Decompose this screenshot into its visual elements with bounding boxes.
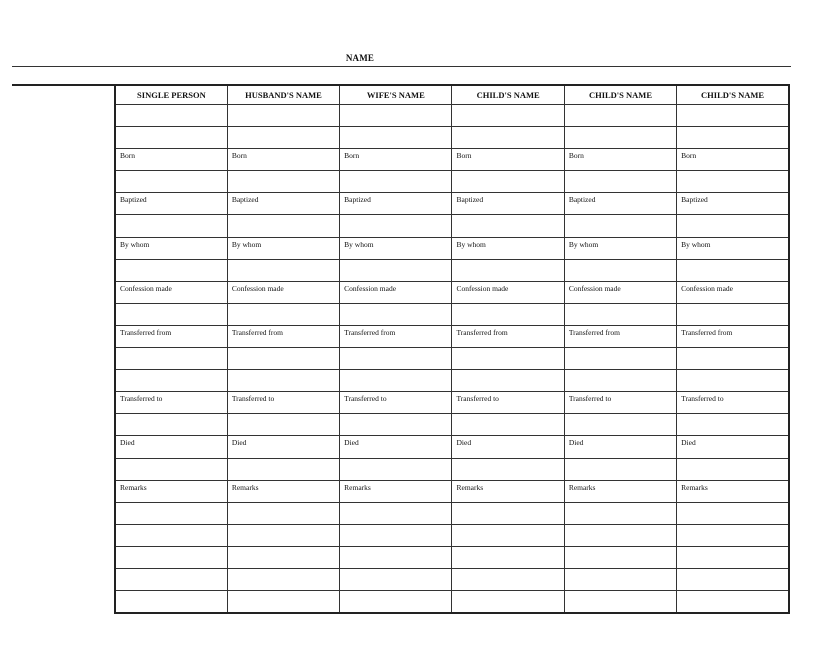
form-cell[interactable]	[115, 546, 227, 568]
table-row	[115, 149, 789, 171]
record-table	[114, 84, 790, 614]
form-cell[interactable]	[677, 568, 789, 590]
form-cell[interactable]	[564, 414, 676, 436]
table-row	[115, 303, 789, 325]
form-cell[interactable]: Remarks	[452, 480, 564, 502]
form-cell[interactable]	[452, 105, 564, 127]
form-cell[interactable]	[452, 370, 564, 392]
form-cell[interactable]	[227, 414, 339, 436]
form-cell[interactable]	[227, 105, 339, 127]
table-row	[115, 392, 789, 414]
column-header: WIFE'S NAME	[340, 85, 452, 105]
form-cell[interactable]: Transferred from	[115, 325, 227, 347]
form-cell[interactable]	[340, 370, 452, 392]
form-cell[interactable]: Baptized	[115, 193, 227, 215]
form-cell[interactable]: Died	[677, 436, 789, 458]
form-cell[interactable]	[340, 458, 452, 480]
header-row	[115, 85, 789, 105]
form-cell[interactable]	[115, 568, 227, 590]
form-cell[interactable]: Transferred to	[227, 392, 339, 414]
form-cell[interactable]	[677, 105, 789, 127]
form-cell[interactable]	[677, 524, 789, 546]
form-cell[interactable]	[452, 414, 564, 436]
form-cell[interactable]	[677, 458, 789, 480]
form-cell[interactable]: Confession made	[564, 281, 676, 303]
form-cell[interactable]: Remarks	[115, 480, 227, 502]
form-cell[interactable]	[452, 591, 564, 613]
form-cell[interactable]	[564, 370, 676, 392]
form-cell[interactable]: Transferred from	[564, 325, 676, 347]
form-cell[interactable]	[115, 524, 227, 546]
table-row	[115, 480, 789, 502]
form-cell[interactable]: Remarks	[340, 480, 452, 502]
left-rule	[12, 84, 115, 86]
form-cell[interactable]	[340, 105, 452, 127]
form-cell[interactable]: Baptized	[564, 193, 676, 215]
form-cell[interactable]	[677, 348, 789, 370]
form-cell[interactable]: Remarks	[227, 480, 339, 502]
form-cell[interactable]: Died	[452, 436, 564, 458]
table-row	[115, 348, 789, 370]
form-cell[interactable]	[340, 303, 452, 325]
table-row	[115, 193, 789, 215]
form-cell[interactable]	[227, 502, 339, 524]
form-cell[interactable]: Confession made	[340, 281, 452, 303]
table-row	[115, 524, 789, 546]
form-cell[interactable]	[115, 215, 227, 237]
table-row	[115, 502, 789, 524]
form-cell[interactable]: Transferred from	[452, 325, 564, 347]
form-cell[interactable]	[564, 546, 676, 568]
form-cell[interactable]	[452, 568, 564, 590]
table-row	[115, 546, 789, 568]
form-cell[interactable]	[677, 414, 789, 436]
form-cell[interactable]	[677, 303, 789, 325]
form-cell[interactable]	[340, 127, 452, 149]
table-body	[115, 105, 789, 614]
form-cell[interactable]: Transferred to	[452, 392, 564, 414]
form-cell[interactable]	[452, 502, 564, 524]
form-cell[interactable]	[340, 546, 452, 568]
form-cell[interactable]	[677, 215, 789, 237]
form-cell[interactable]	[564, 348, 676, 370]
table-row	[115, 568, 789, 590]
form-cell[interactable]: Died	[564, 436, 676, 458]
form-cell[interactable]: Died	[115, 436, 227, 458]
form-cell[interactable]	[452, 546, 564, 568]
form-cell[interactable]	[452, 458, 564, 480]
column-header: SINGLE PERSON	[115, 85, 227, 105]
form-cell[interactable]	[115, 303, 227, 325]
form-cell[interactable]	[227, 458, 339, 480]
form-cell[interactable]: Baptized	[452, 193, 564, 215]
form-cell[interactable]	[564, 105, 676, 127]
form-cell[interactable]	[564, 259, 676, 281]
form-cell[interactable]	[227, 348, 339, 370]
form-cell[interactable]	[564, 591, 676, 613]
form-cell[interactable]	[227, 546, 339, 568]
form-cell[interactable]	[227, 370, 339, 392]
form-cell[interactable]	[115, 105, 227, 127]
column-header: CHILD'S NAME	[677, 85, 789, 105]
form-cell[interactable]	[452, 171, 564, 193]
form-cell[interactable]	[564, 215, 676, 237]
form-cell[interactable]	[340, 524, 452, 546]
form-cell[interactable]	[227, 524, 339, 546]
form-cell[interactable]	[564, 568, 676, 590]
form-cell[interactable]: Transferred to	[340, 392, 452, 414]
form-cell[interactable]: By whom	[452, 237, 564, 259]
form-cell[interactable]	[677, 127, 789, 149]
form-cell[interactable]	[677, 370, 789, 392]
form-cell[interactable]	[452, 215, 564, 237]
form-cell[interactable]	[340, 215, 452, 237]
form-cell[interactable]: Born	[227, 149, 339, 171]
form-cell[interactable]: Transferred to	[677, 392, 789, 414]
form-cell[interactable]	[564, 458, 676, 480]
form-cell[interactable]: Remarks	[677, 480, 789, 502]
column-header: CHILD'S NAME	[452, 85, 564, 105]
form-cell[interactable]: Confession made	[677, 281, 789, 303]
form-cell[interactable]	[227, 171, 339, 193]
form-cell[interactable]	[115, 458, 227, 480]
form-cell[interactable]	[564, 303, 676, 325]
form-cell[interactable]: Born	[340, 149, 452, 171]
form-cell[interactable]: Confession made	[452, 281, 564, 303]
form-cell[interactable]: Transferred to	[115, 392, 227, 414]
form-cell[interactable]: Died	[227, 436, 339, 458]
table-row	[115, 259, 789, 281]
form-cell[interactable]: Confession made	[115, 281, 227, 303]
form-cell[interactable]	[227, 303, 339, 325]
form-cell[interactable]: Transferred to	[564, 392, 676, 414]
form-cell[interactable]	[452, 524, 564, 546]
table-row	[115, 171, 789, 193]
form-cell[interactable]	[677, 591, 789, 613]
form-cell[interactable]	[340, 568, 452, 590]
form-cell[interactable]	[452, 259, 564, 281]
form-cell[interactable]	[115, 348, 227, 370]
form-cell[interactable]: Baptized	[340, 193, 452, 215]
form-cell[interactable]: Baptized	[227, 193, 339, 215]
form-cell[interactable]	[115, 171, 227, 193]
column-header: CHILD'S NAME	[564, 85, 676, 105]
table-row	[115, 127, 789, 149]
form-cell[interactable]	[340, 259, 452, 281]
form-cell[interactable]	[115, 370, 227, 392]
form-cell[interactable]	[115, 127, 227, 149]
form-cell[interactable]: Transferred from	[227, 325, 339, 347]
form-cell[interactable]: Transferred from	[340, 325, 452, 347]
form-cell[interactable]	[452, 303, 564, 325]
form-cell[interactable]: By whom	[340, 237, 452, 259]
table-row	[115, 215, 789, 237]
form-cell[interactable]	[564, 127, 676, 149]
column-header: HUSBAND'S NAME	[227, 85, 339, 105]
form-cell[interactable]	[677, 259, 789, 281]
form-cell[interactable]: Died	[340, 436, 452, 458]
table-row	[115, 458, 789, 480]
table-row	[115, 370, 789, 392]
form-cell[interactable]	[564, 524, 676, 546]
form-cell[interactable]: By whom	[564, 237, 676, 259]
form-cell[interactable]	[227, 215, 339, 237]
form-cell[interactable]	[227, 127, 339, 149]
form-cell[interactable]	[452, 127, 564, 149]
name-line	[12, 66, 791, 67]
table-row	[115, 105, 789, 127]
form-cell[interactable]	[227, 259, 339, 281]
table-row	[115, 325, 789, 347]
form-cell[interactable]: Confession made	[227, 281, 339, 303]
form-cell[interactable]: Baptized	[677, 193, 789, 215]
form-cell[interactable]	[564, 502, 676, 524]
form-cell[interactable]	[677, 546, 789, 568]
form-cell[interactable]	[677, 171, 789, 193]
form-cell[interactable]	[677, 502, 789, 524]
form-cell[interactable]	[115, 502, 227, 524]
form-cell[interactable]	[340, 591, 452, 613]
form-cell[interactable]	[227, 568, 339, 590]
table-row	[115, 414, 789, 436]
table-row	[115, 237, 789, 259]
form-cell[interactable]	[340, 502, 452, 524]
form-cell[interactable]: By whom	[115, 237, 227, 259]
form-cell[interactable]: Born	[677, 149, 789, 171]
form-cell[interactable]: Born	[115, 149, 227, 171]
form-cell[interactable]: By whom	[227, 237, 339, 259]
form-cell[interactable]	[564, 171, 676, 193]
form-cell[interactable]	[115, 414, 227, 436]
form-cell[interactable]: Born	[452, 149, 564, 171]
form-cell[interactable]	[452, 348, 564, 370]
form-cell[interactable]: By whom	[677, 237, 789, 259]
table-row	[115, 591, 789, 613]
table-row	[115, 281, 789, 303]
form-cell[interactable]: Transferred from	[677, 325, 789, 347]
form-cell[interactable]	[340, 348, 452, 370]
form-cell[interactable]	[115, 259, 227, 281]
page-title: NAME	[345, 53, 375, 63]
form-cell[interactable]	[340, 414, 452, 436]
form-cell[interactable]: Remarks	[564, 480, 676, 502]
form-cell[interactable]	[227, 591, 339, 613]
form-cell[interactable]	[115, 591, 227, 613]
form-cell[interactable]: Born	[564, 149, 676, 171]
table-row	[115, 436, 789, 458]
form-cell[interactable]	[340, 171, 452, 193]
